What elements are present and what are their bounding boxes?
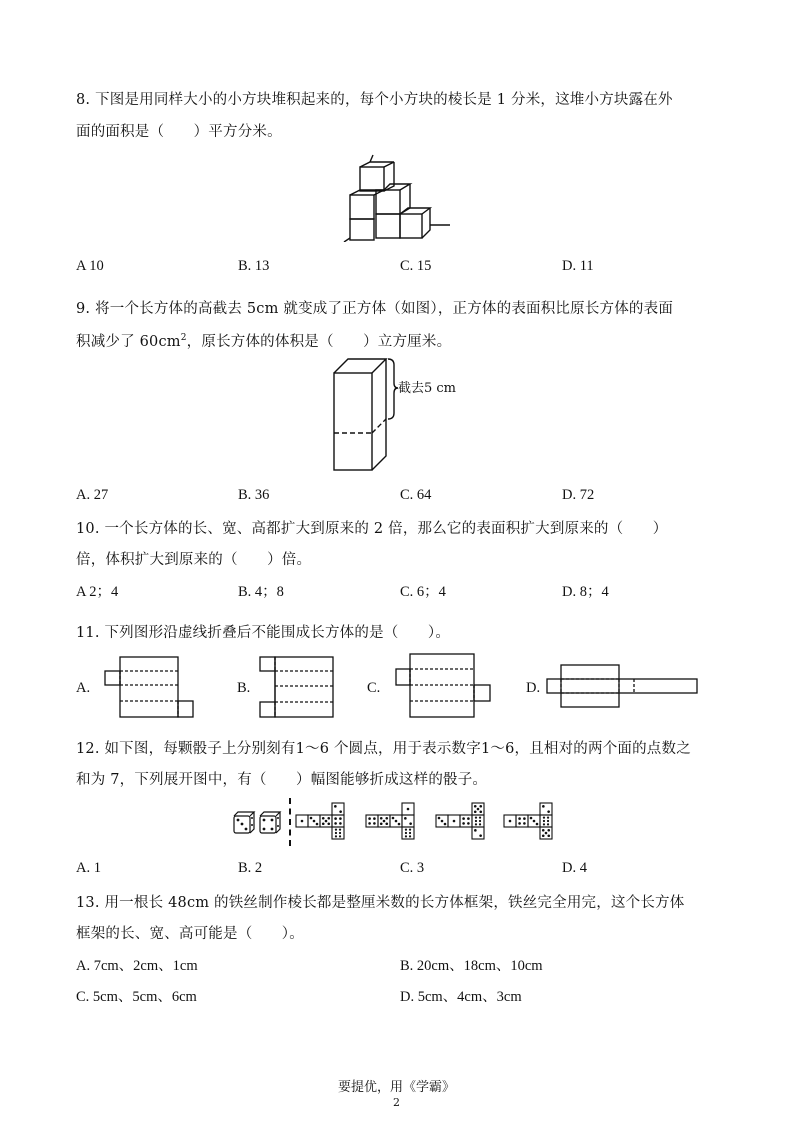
cut-5cm-label: 截去5 cm (398, 381, 457, 396)
cuboid-figure (330, 355, 470, 473)
die-pip (385, 822, 388, 825)
dice-net-1 (296, 803, 344, 839)
die-pip (405, 829, 407, 831)
q10-line-1 (76, 517, 667, 538)
q9-text-1: 将一个长方体的高截去 5cm 就变成了正方体（如图），正方体的表面积比原长方体的表面 (95, 301, 674, 317)
die-pip (453, 820, 456, 823)
die-face-6 (472, 815, 484, 827)
die-pip (438, 817, 441, 820)
die-pip (479, 810, 482, 813)
die-pip (467, 817, 470, 820)
die-pip (407, 808, 410, 811)
q12-line-2 (76, 768, 487, 789)
die-pip (547, 829, 550, 832)
die-face-2 (402, 815, 414, 827)
die-pip (474, 829, 477, 832)
q13-option-d[interactable]: D. 5cm、4cm、3cm (400, 989, 522, 1005)
q12-text-2: 和为 7，下列展开图中，有（ ）幅图能够折成这样的骰子。 (76, 772, 488, 788)
q8-option-d[interactable]: D. 11 (562, 258, 594, 274)
die-face-6 (332, 827, 344, 839)
net-b-figure[interactable] (258, 655, 348, 719)
die-pip (542, 834, 545, 837)
die-pip (523, 822, 526, 825)
q11-number: 11. (76, 625, 100, 641)
die-pip (368, 822, 371, 825)
die-pip (392, 817, 395, 820)
die-pip (475, 823, 477, 825)
die-pip (543, 823, 545, 825)
die-pip (339, 817, 342, 820)
die-pip (409, 832, 411, 834)
die-pip (380, 822, 383, 825)
die-pip (383, 820, 386, 823)
die-pip (475, 820, 477, 822)
die-face-2 (332, 803, 344, 815)
die-pip (409, 822, 412, 825)
q9-line-1 (76, 297, 673, 318)
q10-option-b[interactable]: B. 4；8 (238, 584, 284, 600)
q12-option-d[interactable]: D. 4 (562, 860, 587, 876)
q10-text-1: 一个长方体的长、宽、高都扩大到原来的 2 倍，那么它的表面积扩大到原来的（ ） (104, 521, 668, 537)
die-pip (339, 835, 341, 837)
die-face-4 (332, 815, 344, 827)
die-face-4 (516, 815, 528, 827)
die-pip (523, 817, 526, 820)
die-pip (462, 817, 465, 820)
q9-text-3: ，原长方体的体积是（ ）立方厘米。 (186, 334, 452, 350)
q12-option-b[interactable]: B. 2 (238, 860, 263, 876)
q13-option-b[interactable]: B. 20cm、18cm、10cm (400, 958, 543, 974)
die-pip (310, 817, 313, 820)
die-pip (339, 810, 342, 813)
die-pip (545, 832, 548, 835)
die-pip (325, 820, 328, 823)
die-pip (477, 808, 480, 811)
die-pip (335, 835, 337, 837)
die-pip (322, 817, 325, 820)
q8-number: 8. (76, 92, 91, 108)
q13-option-a[interactable]: A. 7cm、2cm、1cm (76, 958, 198, 974)
die-pip (380, 817, 383, 820)
die-pip (467, 822, 470, 825)
q12-line-1 (76, 737, 691, 758)
q9-line-2 (76, 330, 451, 351)
q12-option-c[interactable]: C. 3 (400, 860, 425, 876)
die-pip (334, 805, 337, 808)
q10-line-2 (76, 548, 311, 569)
dice-net-4 (504, 803, 552, 839)
die-pip (334, 822, 337, 825)
die-pip (547, 817, 549, 819)
die-pip (373, 822, 376, 825)
q9-text-2: 积减少了 60cm (76, 334, 181, 350)
die-pip (542, 805, 545, 808)
q9-option-d[interactable]: D. 72 (562, 487, 595, 503)
die-pip (444, 823, 447, 826)
q11-option-d-label[interactable]: D. (526, 680, 541, 696)
q13-number: 13. (76, 895, 100, 911)
q12-number: 12. (76, 741, 100, 757)
die-pip (335, 829, 337, 831)
die-pip (533, 820, 536, 823)
dice-nets-figure (294, 800, 564, 846)
die-pip (462, 822, 465, 825)
die-pip (409, 829, 411, 831)
q8-option-c[interactable]: C. 15 (400, 258, 432, 274)
die-pip (530, 817, 533, 820)
net-d-figure[interactable] (545, 664, 700, 710)
die-pip (479, 834, 482, 837)
die-pip (543, 820, 545, 822)
die-pip (405, 835, 407, 837)
die-pip (518, 822, 521, 825)
die-pip (479, 820, 481, 822)
die-face-4 (366, 815, 378, 827)
q9-superscript: 2 (180, 333, 187, 344)
q13-text-1: 用一根长 48cm 的铁丝制作棱长都是整厘米数的长方体框架，铁丝完全用完，这个长方体 (104, 895, 685, 911)
q8-option-a[interactable]: A 10 (76, 258, 104, 274)
die-face-2 (540, 803, 552, 815)
q10-option-a[interactable]: A 2；4 (76, 584, 119, 600)
die-pip (335, 832, 337, 834)
q12-text-1: 如下图，每颗骰子上分别刻有1～6 个圆点，用于表示数字1～6，且相对的两个面的点数之 (104, 741, 691, 757)
die-pip (479, 805, 482, 808)
q13-option-c[interactable]: C. 5cm、5cm、6cm (76, 989, 197, 1005)
die-pip (405, 832, 407, 834)
net-c-figure[interactable] (394, 652, 498, 720)
die-pip (385, 817, 388, 820)
die-pip (368, 817, 371, 820)
die-pip (339, 822, 342, 825)
die-pip (543, 817, 545, 819)
dice-pair-figure (232, 810, 284, 836)
q8-line-1 (76, 88, 673, 109)
die-face-4 (460, 815, 472, 827)
q11-option-b-label[interactable]: B. (237, 680, 251, 696)
die-pip (409, 835, 411, 837)
dice-net-3 (436, 803, 484, 839)
q9-option-a[interactable]: A. 27 (76, 487, 109, 503)
die-pip (475, 817, 477, 819)
die-pip (327, 817, 330, 820)
q11-text-1: 下列图形沿虚线折叠后不能围成长方体的是（ ）。 (104, 625, 451, 641)
q10-number: 10. (76, 521, 100, 537)
q11-option-a-label[interactable]: A. (76, 680, 91, 696)
die-pip (373, 817, 376, 820)
die-pip (547, 834, 550, 837)
q11-option-c-label[interactable]: C. (367, 680, 381, 696)
q13-line-1 (76, 891, 684, 912)
q12-option-a[interactable]: A. 1 (76, 860, 101, 876)
q9-option-b[interactable]: B. 36 (238, 487, 270, 503)
die-pip (547, 823, 549, 825)
die-pip (327, 822, 330, 825)
die-pip (518, 817, 521, 820)
die-pip (474, 810, 477, 813)
q8-option-b[interactable]: B. 13 (238, 258, 270, 274)
die-pip (542, 829, 545, 832)
die-pip (547, 810, 550, 813)
die-pip (322, 822, 325, 825)
die-pip (316, 823, 319, 826)
q9-number: 9. (76, 301, 91, 317)
q8-line-2 (76, 120, 282, 141)
die-pip (509, 820, 512, 823)
die-pip (536, 823, 539, 826)
die-pip (479, 817, 481, 819)
die-pip (441, 820, 444, 823)
stacked-cubes-figure (340, 150, 455, 242)
q11-line-1 (76, 621, 450, 642)
q8-text-1: 下图是用同样大小的小方块堆积起来的，每个小方块的棱长是 1 分米，这堆小方块露在外 (95, 92, 673, 108)
die-pip (404, 817, 407, 820)
q13-text-2: 框架的长、宽、高可能是（ ）。 (76, 926, 304, 942)
die-face-6 (540, 815, 552, 827)
dice-net-2 (366, 803, 414, 839)
footer-slogan: 要提优，用《学霸》 (337, 1080, 455, 1095)
die-pip (395, 820, 398, 823)
q9-option-c[interactable]: C. 64 (400, 487, 432, 503)
die-pip (474, 805, 477, 808)
die-pip (339, 829, 341, 831)
die-pip (479, 823, 481, 825)
q10-text-2: 倍，体积扩大到原来的（ ）倍。 (76, 552, 312, 568)
die-face-6 (402, 827, 414, 839)
page-number: 2 (393, 1096, 400, 1109)
net-a-figure[interactable] (100, 655, 200, 719)
q8-text-2: 面的面积是（ ）平方分米。 (76, 124, 282, 140)
q13-line-2 (76, 922, 304, 943)
die-pip (334, 817, 337, 820)
dice-divider (289, 798, 291, 846)
q10-option-d[interactable]: D. 8；4 (562, 584, 609, 600)
die-pip (398, 823, 401, 826)
die-pip (547, 820, 549, 822)
q10-option-c[interactable]: C. 6；4 (400, 584, 446, 600)
die-pip (339, 832, 341, 834)
die-pip (301, 820, 304, 823)
die-face-2 (472, 827, 484, 839)
die-pip (313, 820, 316, 823)
